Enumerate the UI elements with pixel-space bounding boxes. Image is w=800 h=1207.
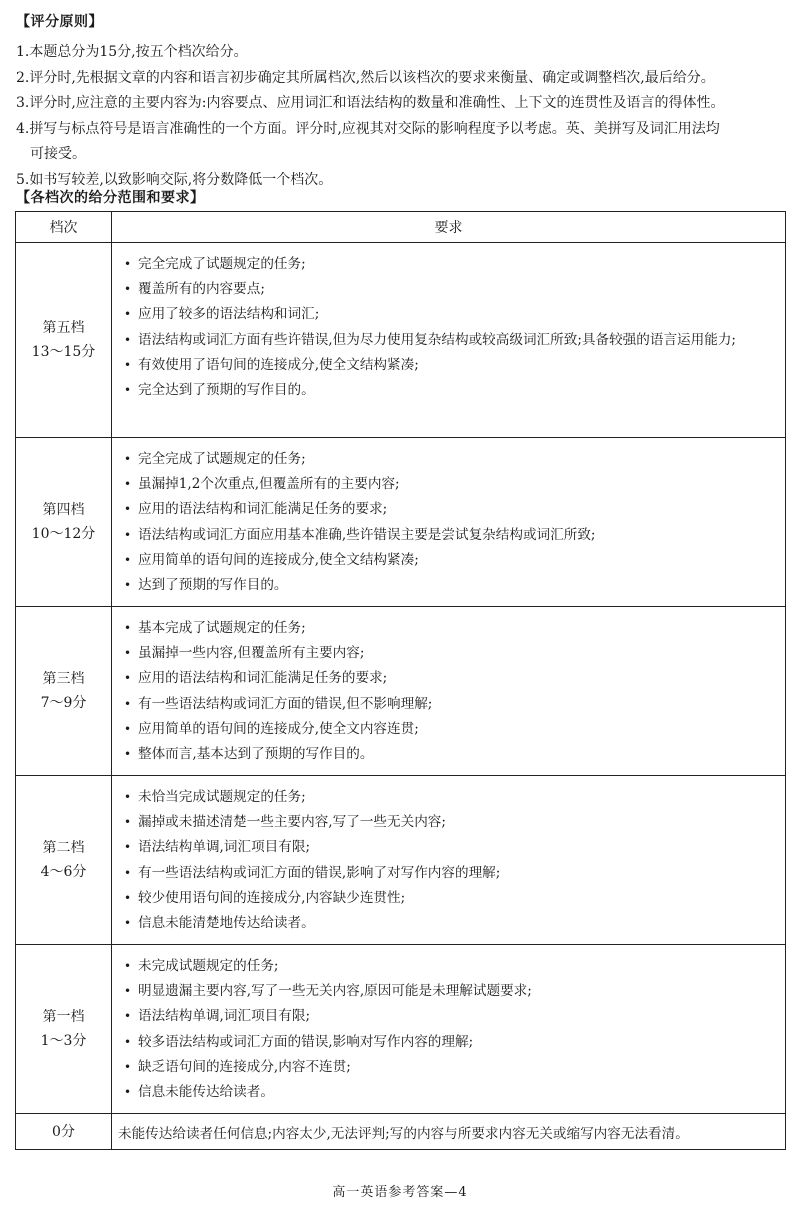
requirement-item: • 较多语法结构或词汇方面的错误,影响对写作内容的理解; <box>122 1030 775 1055</box>
requirement-item: • 信息未能清楚地传达给读者。 <box>122 911 775 936</box>
principle-item-5: 5.如书写较差,以致影响交际,将分数降低一个档次。 <box>16 171 333 188</box>
requirement-item: • 有效使用了语句间的连接成分,使全文结构紧凑; <box>122 353 775 378</box>
level-cell <box>16 945 112 1114</box>
requirements-cell <box>112 607 786 776</box>
level-cell <box>16 438 112 607</box>
requirement-item: • 完全完成了试题规定的任务; <box>122 447 775 472</box>
requirements-list <box>122 616 775 767</box>
requirements-list <box>122 954 775 1105</box>
level-cell <box>16 776 112 945</box>
principle-item-3: 3.评分时,应注意的主要内容为:内容要点、应用词汇和语法结构的数量和准确性、上下文的连贯性及语言的得体性。 <box>16 95 725 111</box>
requirement-item: • 未恰当完成试题规定的任务; <box>122 785 775 810</box>
level-name: 第一档 <box>42 1009 85 1025</box>
requirement-item: • 语法结构单调,词汇项目有限; <box>122 1004 775 1029</box>
level-range: 7～9分 <box>40 695 87 711</box>
level-range: 1～3分 <box>40 1033 87 1049</box>
header-level: 档次 <box>16 212 112 243</box>
requirement-item: • 虽漏掉1,2个次重点,但覆盖所有的主要内容; <box>122 472 775 497</box>
level-name: 第二档 <box>42 840 85 856</box>
requirements-list <box>122 447 775 598</box>
requirement-item: • 完全完成了试题规定的任务; <box>122 252 775 277</box>
requirement-item: • 明显遗漏主要内容,写了一些无关内容,原因可能是未理解试题要求; <box>122 979 775 1004</box>
table-row <box>16 1114 786 1150</box>
requirement-item: • 缺乏语句间的连接成分,内容不连贯; <box>122 1055 775 1080</box>
requirement-item: • 基本完成了试题规定的任务; <box>122 616 775 641</box>
level-range: 13～15分 <box>31 344 96 360</box>
requirement-item: • 信息未能传达给读者。 <box>122 1080 775 1105</box>
level-cell <box>16 243 112 438</box>
level-name: 第三档 <box>42 671 85 687</box>
level-cell: 0分 <box>16 1114 112 1150</box>
levels-title: 【各档次的给分范围和要求】 <box>16 190 205 206</box>
requirement-item: • 覆盖所有的内容要点; <box>122 277 775 302</box>
requirement-item: • 有一些语法结构或词汇方面的错误,影响了对写作内容的理解; <box>122 861 775 886</box>
requirement-item: • 语法结构单调,词汇项目有限; <box>122 835 775 860</box>
grading-table <box>15 211 786 1150</box>
principle-item-4-text: 4.拼写与标点符号是语言准确性的一个方面。评分时,应视其对交际的影响程度予以考虑。英、美拼写及词汇用法均 <box>16 120 720 137</box>
header-requirements: 要求 <box>112 212 786 243</box>
principle-item-4 <box>16 117 786 168</box>
requirements-cell <box>112 776 786 945</box>
page-footer: 高一英语参考答案—4 <box>332 1185 468 1200</box>
requirements-cell <box>112 438 786 607</box>
level-name: 第四档 <box>42 502 85 518</box>
requirement-item: • 较少使用语句间的连接成分,内容缺少连贯性; <box>122 886 775 911</box>
requirement-item: • 应用简单的语句间的连接成分,使全文结构紧凑; <box>122 548 775 573</box>
requirement-item: • 虽漏掉一些内容,但覆盖所有主要内容; <box>122 641 775 666</box>
table-header-row <box>16 212 786 243</box>
requirements-list <box>122 785 775 936</box>
requirement-item: • 应用的语法结构和词汇能满足任务的要求; <box>122 666 775 691</box>
principles-title: 【评分原则】 <box>16 14 103 30</box>
requirements-cell: 未能传达给读者任何信息;内容太少,无法评判;写的内容与所要求内容无关或缩写内容无法看清。 <box>112 1114 786 1150</box>
level-name: 第五档 <box>42 320 85 336</box>
requirement-item: • 应用的语法结构和词汇能满足任务的要求; <box>122 497 775 522</box>
requirement-item: • 语法结构或词汇方面应用基本准确,些许错误主要是尝试复杂结构或词汇所致; <box>122 523 775 548</box>
table-row <box>16 438 786 607</box>
table-row <box>16 945 786 1114</box>
table-row <box>16 776 786 945</box>
requirements-cell <box>112 243 786 438</box>
level-cell <box>16 607 112 776</box>
principle-item-4-continuation: 可接受。 <box>30 146 86 162</box>
table-row <box>16 607 786 776</box>
requirement-item: • 完全达到了预期的写作目的。 <box>122 378 775 403</box>
requirement-item: • 漏掉或未描述清楚一些主要内容,写了一些无关内容; <box>122 810 775 835</box>
principle-item-2: 2.评分时,先根据文章的内容和语言初步确定其所属档次,然后以该档次的要求来衡量、确定或调整档次,最后给分。 <box>16 69 715 86</box>
requirement-item: • 未完成试题规定的任务; <box>122 954 775 979</box>
requirement-item: • 整体而言,基本达到了预期的写作目的。 <box>122 742 775 767</box>
requirement-item: • 应用简单的语句间的连接成分,使全文内容连贯; <box>122 717 775 742</box>
requirements-cell <box>112 945 786 1114</box>
requirement-item: • 有一些语法结构或词汇方面的错误,但不影响理解; <box>122 692 775 717</box>
requirement-item: • 达到了预期的写作目的。 <box>122 573 775 598</box>
requirements-list <box>122 252 775 403</box>
level-range: 10～12分 <box>31 526 96 542</box>
requirement-item: • 语法结构或词汇方面有些许错误,但为尽力使用复杂结构或较高级词汇所致;具备较强的语言运用能力; <box>122 328 775 353</box>
principle-item-1: 1.本题总分为15分,按五个档次给分。 <box>16 44 248 60</box>
level-range: 4～6分 <box>40 864 87 880</box>
principles-list <box>16 40 786 193</box>
requirement-item: • 应用了较多的语法结构和词汇; <box>122 302 775 327</box>
table-row <box>16 243 786 438</box>
